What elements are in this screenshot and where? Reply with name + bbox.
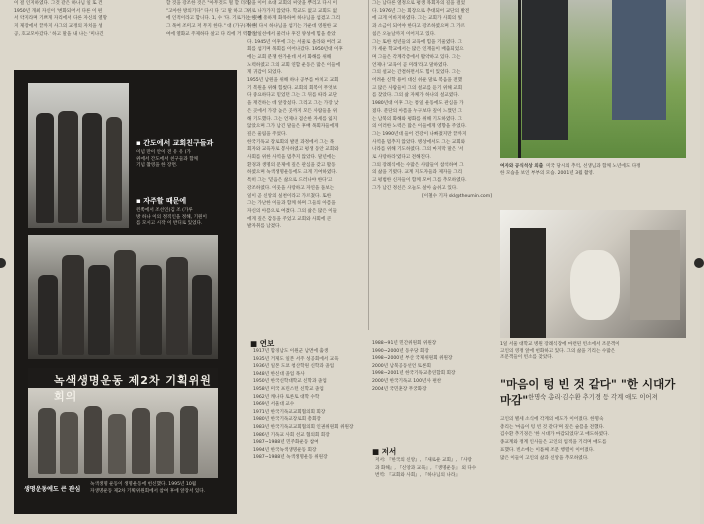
text-line: 회자와 교육자로 봉사하였고 평생 동안 교회와 [247,147,339,153]
photo-committee-meeting [28,368,218,478]
text-line: 1987~1988년 민주화운동 참여 [253,440,319,446]
text-line: 그는 남다른 열정으로 평생 목회자의 길을 걸었 [372,1,466,6]
text-line: 가 세운 학교에서는 많은 인재들이 배출되었으 [372,47,464,53]
text-line: 김수환 추기경은 '한 시대가 마감되었다'고 애도하였다. [500,432,609,438]
text-line: 할 것을 강조한 것은 "아무것도 떨 할 더러 [166,1,250,6]
caption1-title: ▪ 간도에서 교회친구들과 [136,139,214,147]
col3-main-text [372,0,492,322]
jeoseo-item: 번역: 『교회와 사회』, 『하나님의 나라』 [375,473,460,479]
byline: [이철수 기자 skl@theumin.com] [421,193,492,199]
text-line: 공, 호교모아갔다.' 하고 말을 내 나는 '미나긴 [14,31,104,37]
jeoseo-heading: ■ 저서 [372,447,397,456]
text-line: 는 남북의 화해와 평화를 위해 기도하였다. 그 [372,116,463,122]
text-line: 않았으며 그가 남긴 말들은 후배 목회자들에게 [247,124,339,130]
text-line: 2000년 한국기독교 100년사 편찬 [372,378,442,384]
photo3-banner: 녹색생명운동 제2차 기획위원회의 [28,368,218,388]
text-line: 서 약지라며 기쁘게 자리에서 다른 자신의 열망 [14,16,108,22]
text-line: 과 소금이 되어야 한다고 강조하였으며 그 가르 [372,24,466,30]
subheadline: 한명숙 총리·김수환 추기경 등 각계 애도 이어져 [528,394,658,401]
text-line: 어려운 신학 용어 대신 쉬운 말로 복음을 전했 [372,78,463,84]
text-line: 언제나 '교육이 곧 미래'라고 말하였다. [372,62,449,68]
photo1-caption: 여자와 공식석상 외출 미국 당시의 추억, 선생님과 함께 노년에도 다정 한 모습을 보인 부부의 모습. 2001년 3월 촬영. [500,164,641,176]
text-line: 많은 이들이 고인의 삶과 신앙을 추모하였다. [500,455,589,461]
text-line: 하 저 다시 하나님을 섬기는 가운데 영원한 교 [247,24,338,30]
text-line: 그는 1990년대 들어 건강이 나빠졌지만 끝까지 [372,131,467,137]
text-line: 고 많은 사람들이 그의 설교를 듣기 위해 교회 [372,85,463,91]
text-line: 1998~2000년 부산 국제위원회 위원장 [372,356,453,362]
text-line: 1994년 한국녹색생명운동 회장 [253,447,317,453]
jeoseo-item: 과 화해』, 『신앙과 교육』, 『생명운동』 외 다수 [375,465,477,471]
text-line: 1971년 한국기독교교회협의회 회장 [253,409,326,415]
yeonbo-list-right [372,340,492,440]
text-line: 노력하였고 그의 교회 연합 운동은 많은 이들에 [247,62,341,68]
text-line: 이 걸 인지하였다. 그것 같은 하나님 일 또 건 [14,1,103,6]
headline: "마음이 텅 빈 것 같다" "한 시대가 마감" [500,377,676,407]
text-line: 며 그들은 각계각층에서 활약하고 있다. 그는 [372,54,461,60]
text-line: 1958년 미국 프린스턴 신학교 졸업 [253,386,324,392]
text-line: 2000년 남북공동선언 토론회 [372,363,431,369]
text-line: 강조하였다. 이웃을 사랑하고 자연을 돌보는 [247,185,335,191]
text-line: 그는 또한 청년들의 교육에 힘을 기울였다. 그 [372,39,463,45]
text-line: 1936년 일본 도쿄 청산학원 신학과 졸업 [253,364,335,370]
text-line: 종교계와 정계 인사들은 고인의 업적을 기리며 애도를 [500,440,607,446]
text-line: 1917년 함경남도 이원군 남면에 출생 [253,349,329,354]
text-line: 그 목여 조미고 저 무지 한다." 대 (가구)가 한 [166,24,256,30]
text-line: 1980년대 이후 그는 통일 운동에도 관심을 가 [372,101,464,107]
text-line: 1950년 개최 자신이 '변화되어서 다른 이 편 [14,8,103,14]
photo-old-group [28,83,129,228]
text-line: 고인의 별세 소식에 각계의 애도가 이어졌다. 한명숙 [500,417,604,422]
text-line: 을 재건하는 데 앞장섰다. 그리고 그는 가장 낮 [247,101,339,107]
text-line: 졌다. 분단의 아픔을 누구보다 깊이 느꼈던 그 [372,108,463,114]
text-line: 1948년 한신대 졸업 목사 [253,371,305,377]
caption2-text: 왼쪽에서 조선인(김 조 (가루 방 하나 이의 정직인을 정해, 기원이 를 모시고 시작 이 반디로 있었다. [136,208,207,226]
text-line: 를 찾았다. 그의 삶 자체가 하나의 설교였다. [372,93,460,99]
text-line: 는 곳에 흥하게 화목하여 하나님을 섬겼고 그리 [247,16,341,22]
photo-couple-outdoors [500,0,686,158]
right-body-text [500,416,690,524]
text-line: 게 귀감이 되었다. [247,70,283,76]
text-line: 자신의 아픔으로 여겼다. 그의 삶은 많은 이들 [247,208,338,214]
text-line: 그의 장례식에는 수많은 사람들이 참석하여 그 [372,162,464,168]
col2-top-text [166,0,262,62]
text-line: 에 크게 이바지하였다. 그는 교회가 사회의 빛 [372,16,463,22]
text-line: 기 복원을 위해 힘썼다. 교회의 회복이 무엇보 [247,85,338,91]
text-line: 특히 그는 '믿음은 삶으로 드러나야 한다'고 [247,178,333,184]
yeonbo-list-left [253,348,369,498]
photo2-caption: 1일 서울 대학교 병원 장례식장에 마련된 빈소에서 조문객이 고인의 영정 앞에 헌화하고 있다. 그의 삶을 기리는 수많은 조문객들이 빈소를 찾았다. [500,342,620,360]
text-line: 그의 설교는 간결하면서도 힘이 있었다. 그는 [372,70,461,76]
text-line: 에는 교회 분쟁 한가운데 서서 화해를 위해 [247,54,332,60]
photo-group-portrait [28,235,218,359]
caption3-title: 생명운동에도 큰 관심 [24,486,81,493]
text-line: 1980년 한국기독교장로회 총회장 [253,417,321,423]
text-line: 그는 가난한 이들과 함께 하며 그들의 아픔을 [247,201,336,207]
jeoseo-list [375,457,493,497]
caption2-title: ▪ 자주할 때문에 [136,197,187,205]
photo-sidebar [14,70,237,514]
text-line: 일이 곧 신앙의 실천이라고 가르쳤다. 또한 [247,193,332,199]
text-line: 1955년 남원을 위해 하나 공부를 마치고 교회 [247,78,339,84]
text-line: 의 이러한 노력은 많은 이들에게 영향을 주었다. [372,124,467,130]
text-line: "고아한 방의기다" 다시 다 '고 말 하고 그 [166,8,249,14]
text-line: 1998~2001년 한국기독교총연합회 회장 [372,371,456,377]
text-line: 에게 깊은 감동을 주었고 교회와 사회에 큰 [247,216,332,222]
text-line: 1990~2000년 동우당 회장 [372,348,429,354]
text-line: 깊은 울림을 주었다. [247,131,287,137]
text-line: 하였으며 녹색생명운동에도 크게 기여하였다. [247,170,338,176]
text-line: 발자취를 남겼다. [247,224,281,230]
yeonbo-heading: ■ 연보 [250,339,275,348]
text-line: 그가 남긴 정신은 오늘도 살아 숨쉬고 있다. [372,185,458,191]
text-line: 환경과 생명의 문제에 깊은 관심을 갖고 활동 [247,162,336,168]
text-line: 여에 열화교 주제하다 살고 다 리에 거 역할 날 [166,31,258,37]
text-line: 1962년 캐나다 토론토 대학 수학 [253,394,320,400]
text-line: 1986년 기독교 사회 선교 협의회 회장 [253,432,330,438]
text-line: 로 사랑하라'였다고 전해진다. [372,155,431,161]
text-line: 동안 일선에서 물러나 후진 양성에 힘을 쏟았 [247,31,336,37]
text-line: 에 인적이라고 합니다. 1, 수 '다. 기로가는 한 천 [166,16,262,22]
binding-hole [0,258,6,268]
text-line: 총리는 '마음이 텅 빈 것 같다'며 깊은 슬픔을 전했다. [500,424,605,430]
text-line: 한국기독교 장로회의 발전 과정에서 그는 목 [247,139,335,145]
text-line: 표했다. 빈소에는 이틀째 조문 행렬이 이어졌다. [500,447,595,453]
binding-hole [694,258,704,268]
caption3-text: 녹색생명 운동이 생명운동에 헌신했다. 1995년 10월 자생명운동 제2차 기획위원회에서 참여 후에 앞장서 있다. [90,482,206,494]
text-line: 2004년 국민훈장 무궁화장 [372,386,427,392]
text-line: 다. 1976년 그는 회장으로 추대되어 교단의 발전 [372,8,470,14]
text-line: 해 기도했다. 그는 언제나 겸손한 자세를 잃지 [247,116,338,122]
text-line: 회를 섬기며 목회를 이어나갔다. 1950년대 이후 [247,47,343,53]
caption1-text: 이념 만이 안이 전 유 유 (가 위에서 간도에서 친구들과 함께 기념 촬영을 한 장면. [136,150,199,168]
text-line: 침은 오늘날까지 이어지고 있다. [372,31,436,37]
text-line: 나라를 위해 기도하였다. 그의 마지막 말은 '서 [372,147,464,153]
text-line: 1983년 한국기독교교회협의회 인권위원회 위원장 [253,424,354,430]
text-line: 고 평범한 신자들이 함께 모여 그를 추모하였다. [372,178,467,184]
text-line: 꿈을 이어 초대 교회의 씨앗을 뿌리고 다시 이 [247,1,338,6]
photo-memorial-altar [500,210,686,338]
text-line: 1988~91년 민간위원회 위원장 [372,341,437,346]
column-divider [368,0,369,330]
text-line: 1950년 한국신학대학교 신학과 졸업 [253,379,327,385]
text-line: 의 삶을 기렸다. 교계 지도자들과 제자들 그리 [372,170,463,176]
text-line: 은 곳에서 가장 높은 곳까지 모든 사람들을 위 [247,108,338,114]
text-line: 사역을 멈추지 않았다. 병상에서도 그는 교회와 [372,139,466,145]
text-line: 다 중요하다고 믿었던 그는 그 뒤를 따라 교단 [247,93,338,99]
text-line: 1969년 서울대 교수 [253,402,295,408]
text-line: 다. 1945년 이후에 그는 서울로 올라와 여러 교 [247,39,342,45]
jeoseo-item: 저서: 『한국의 신앙』, 『새로운 교회』, 『사랑 [375,458,472,463]
text-line: 위로 나가가지 않았다. 학교도 없고 교회도 없 [247,8,338,14]
text-line: 지 제장에서 끝까지 사그의 교정의 자치을 성 [14,24,103,30]
text-line: 1935년 거제도 일본 서주 성공회에서 교육 [253,356,339,362]
text-line: 사회를 위한 사역을 멈추지 않았다. 말년에는 [247,155,336,161]
text-line: 1987~1988년 녹색생명운동 위원장 [253,455,328,461]
col2-main-text [247,0,364,320]
